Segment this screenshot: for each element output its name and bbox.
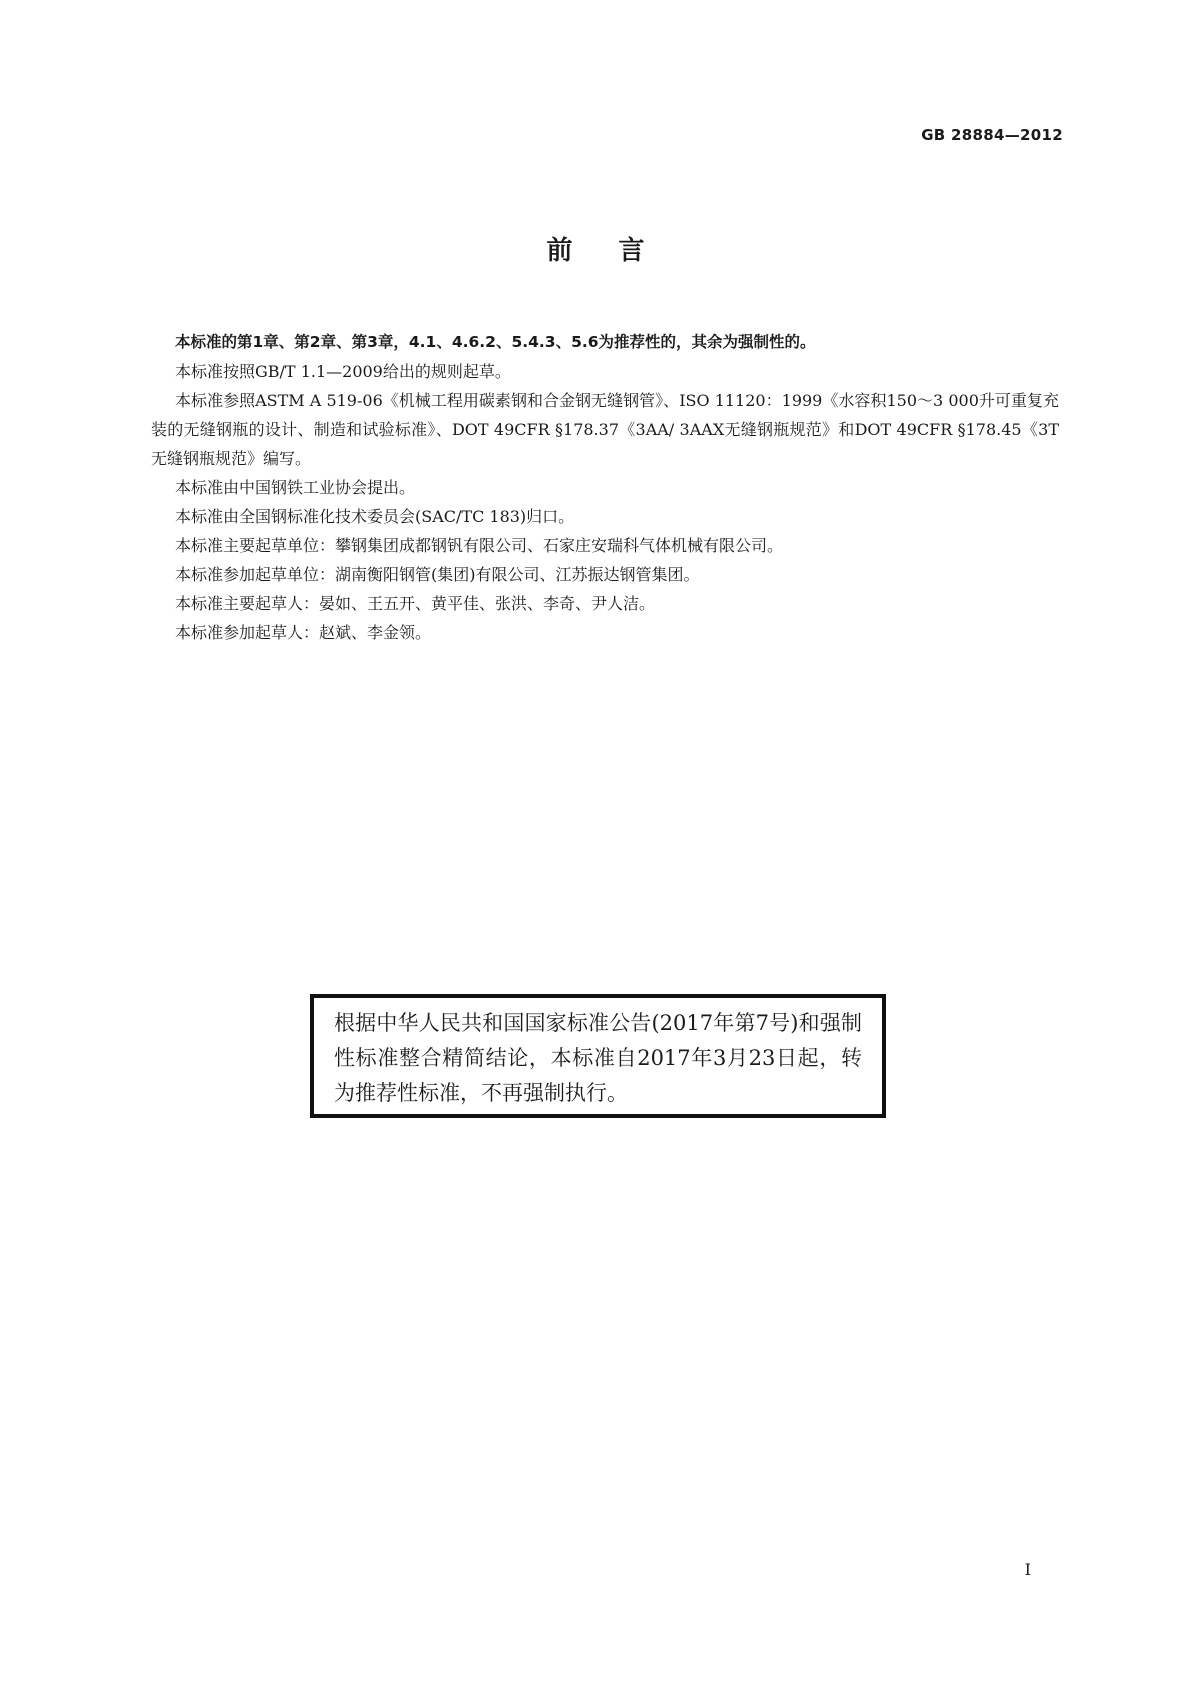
paragraph-main-drafters: 本标准主要起草人：晏如、王五开、黄平佳、张洪、李奇、尹人洁。 (175, 594, 656, 613)
paragraph-participating-drafters: 本标准参加起草人：赵斌、李金领。 (175, 623, 432, 642)
paragraph-main-drafting-units: 本标准主要起草单位：攀钢集团成都钢钒有限公司、石家庄安瑞科气体机械有限公司。 (175, 536, 784, 555)
paragraph-participating-units: 本标准参加起草单位：湖南衡阳钢管(集团)有限公司、江苏振达钢管集团。 (175, 565, 700, 584)
standard-code: GB 28884—2012 (921, 126, 1063, 144)
paragraph-recommended-clauses: 本标准的第1章、第2章、第3章，4.1、4.6.2、5.4.3、5.6为推荐性的，其余为强制性的。 (175, 333, 816, 351)
paragraph-proposer: 本标准由中国钢铁工业协会提出。 (175, 478, 416, 497)
paragraph-drafting-rules: 本标准按照GB/T 1.1—2009给出的规则起草。 (175, 362, 511, 381)
paragraph-committee: 本标准由全国钢标准化技术委员会(SAC/TC 183)归口。 (175, 507, 575, 526)
status-notice-box (310, 994, 886, 1118)
status-notice-text: 根据中华人民共和国国家标准公告(2017年第7号)和强制性标准整合精简结论，本标准自2017年3月23日起，转为推荐性标准，不再强制执行。 (334, 1011, 862, 1105)
page-number: I (1024, 1560, 1031, 1579)
foreword-body (151, 328, 1059, 647)
page-title: 前言 (546, 236, 691, 266)
paragraph-references: 本标准参照ASTM A 519-06《机械工程用碳素钢和合金钢无缝钢管》、ISO 11120：1999《水容积150～3 000升可重复充装的无缝钢瓶的设计、制造和试验标准》、DOT 49CFR §178.37《3AA/ 3AAX无缝钢瓶规范》和DOT 49CFR §178.45《3T 无缝钢瓶规范》编写。 (151, 391, 1059, 468)
